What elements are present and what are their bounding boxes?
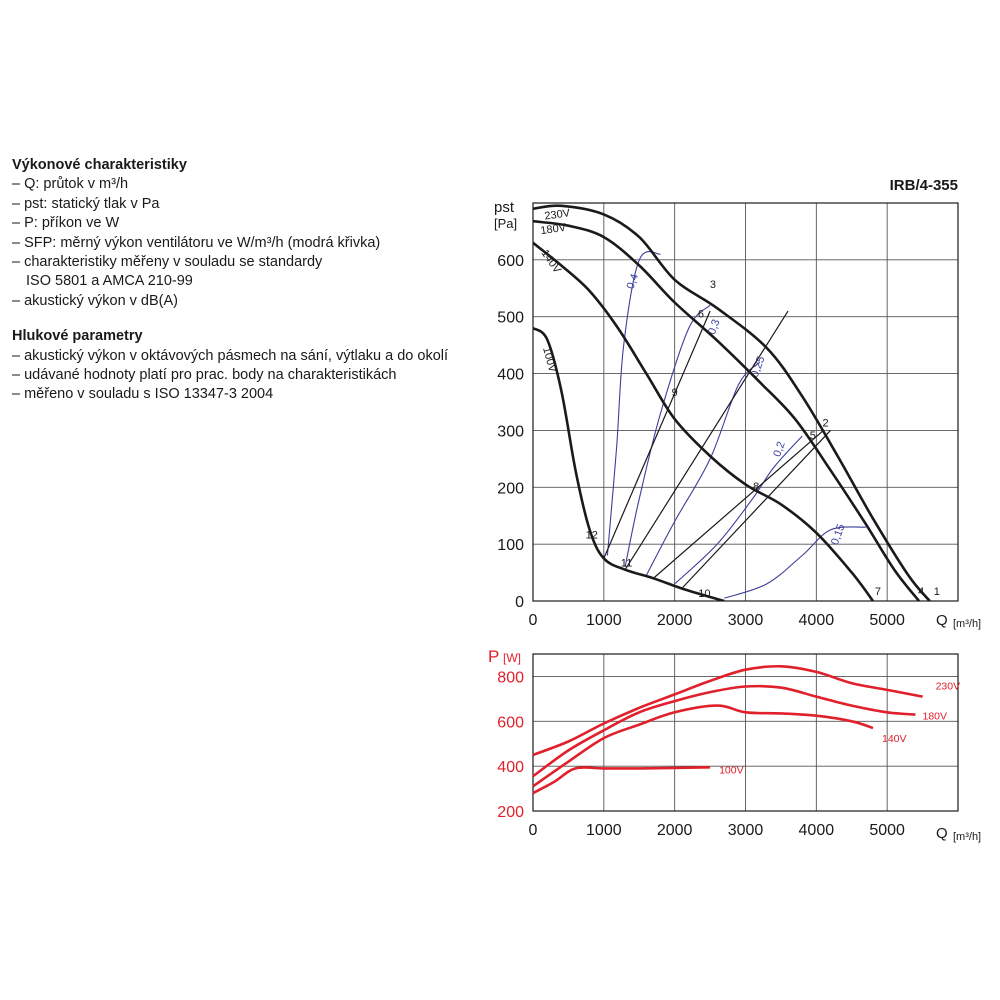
- noise-item: – akustický výkon v oktávových pásmech na sání, výtlaku a do okolí: [12, 347, 449, 364]
- power-curve-230V: [533, 666, 923, 755]
- y-tick-label: 200: [497, 480, 524, 498]
- performance-item: – Q: průtok v m³/h: [12, 176, 129, 193]
- noise-item: – měřeno v souladu s ISO 13347-3 2004: [12, 386, 274, 403]
- performance-item: – P: příkon ve W: [12, 215, 120, 232]
- operating-point-label: 3: [709, 279, 716, 292]
- y-tick-label: 600: [497, 714, 524, 732]
- power-curve-label: 230V: [935, 680, 961, 693]
- power-curve-label: 180V: [922, 710, 948, 723]
- system-line: [682, 430, 831, 588]
- system-line: [653, 430, 823, 578]
- operating-point-label: 8: [753, 480, 760, 493]
- x-tick-label: 4000: [798, 822, 835, 839]
- flow-axis-unit: [m³/h]: [953, 618, 982, 630]
- fan-curve-label: 180V: [539, 221, 567, 238]
- sfp-curve: [646, 362, 759, 575]
- x-tick-label: 4000: [798, 612, 835, 629]
- x-tick-label: 3000: [727, 612, 764, 629]
- noise-heading: Hlukové parametry: [12, 328, 143, 345]
- chart-title: IRB/4-355: [889, 177, 958, 194]
- x-tick-label: 0: [528, 612, 538, 629]
- flow-axis-unit-power: [m³/h]: [953, 831, 982, 843]
- operating-point-label: 9: [671, 387, 678, 400]
- power-curve-label: 140V: [882, 733, 907, 746]
- sfp-curve: [607, 252, 660, 556]
- y-tick-label: 400: [497, 366, 524, 384]
- x-tick-label: 2000: [656, 612, 693, 629]
- operating-point-label: 5: [809, 429, 816, 442]
- performance-item: – charakteristiky měřeny v souladu se standardy: [12, 254, 323, 271]
- operating-point-label: 1: [933, 586, 940, 599]
- flow-axis-label-power: Q: [936, 825, 948, 842]
- pressure-axis-unit: [Pa]: [494, 216, 518, 231]
- operating-point-label: 12: [585, 529, 598, 542]
- noise-item: – udávané hodnoty platí pro prac. body na charakteristikách: [12, 367, 397, 384]
- operating-point-label: 6: [697, 308, 704, 321]
- system-line: [625, 308, 788, 570]
- pressure-axis-label: pst: [494, 199, 515, 216]
- y-tick-label: 100: [497, 537, 524, 555]
- power-axis-unit: [W]: [503, 651, 521, 665]
- sfp-curve: [675, 436, 803, 584]
- x-tick-label: 0: [528, 822, 538, 839]
- y-tick-label: 600: [497, 252, 524, 270]
- y-tick-label: 500: [497, 309, 524, 327]
- operating-point-label: 7: [874, 586, 882, 599]
- y-tick-label: 200: [497, 804, 524, 821]
- y-tick-label: 400: [497, 759, 524, 777]
- x-tick-label: 3000: [727, 822, 764, 839]
- fan-curve-label: 100V: [540, 345, 559, 374]
- y-tick-label: 300: [497, 423, 524, 441]
- fan-curve-label: 230V: [543, 207, 571, 223]
- fan-curve-label: 140V: [538, 247, 564, 276]
- power-curve-label: 100V: [719, 764, 744, 777]
- performance-item: ISO 5801 a AMCA 210-99: [26, 273, 193, 290]
- sfp-label: 0,4: [624, 272, 642, 291]
- y-tick-label: 800: [497, 669, 524, 687]
- sfp-label: 0,25: [748, 354, 768, 379]
- power-curve-100V: [533, 767, 710, 793]
- power-axis-label: P: [488, 647, 500, 666]
- operating-point-label: 4: [918, 586, 925, 599]
- y-tick-label: 0: [515, 594, 524, 611]
- performance-item: – SFP: měrný výkon ventilátoru ve W/m³/h (modrá křivka): [12, 234, 381, 251]
- x-tick-label: 1000: [586, 822, 622, 839]
- flow-axis-label: Q: [936, 612, 948, 629]
- system-line: [604, 308, 710, 558]
- x-tick-label: 1000: [586, 612, 622, 629]
- x-tick-label: 5000: [869, 612, 905, 629]
- operating-point-label: 11: [620, 557, 633, 570]
- x-tick-label: 5000: [869, 822, 905, 839]
- power-chart: [497, 654, 960, 839]
- sfp-label: 0,2: [771, 440, 788, 459]
- performance-item: – pst: statický tlak v Pa: [12, 195, 160, 212]
- performance-item: – akustický výkon v dB(A): [12, 292, 178, 309]
- x-tick-label: 2000: [656, 822, 693, 839]
- sfp-label: 0,15: [829, 522, 848, 547]
- operating-point-label: 2: [822, 417, 829, 430]
- operating-point-label: 10: [698, 587, 711, 600]
- sfp-curve: [625, 305, 710, 567]
- performance-heading: Výkonové charakteristiky: [12, 157, 187, 173]
- power-curve-140V: [533, 706, 873, 787]
- pressure-chart: [497, 203, 958, 629]
- sfp-label: 0,3: [706, 317, 723, 337]
